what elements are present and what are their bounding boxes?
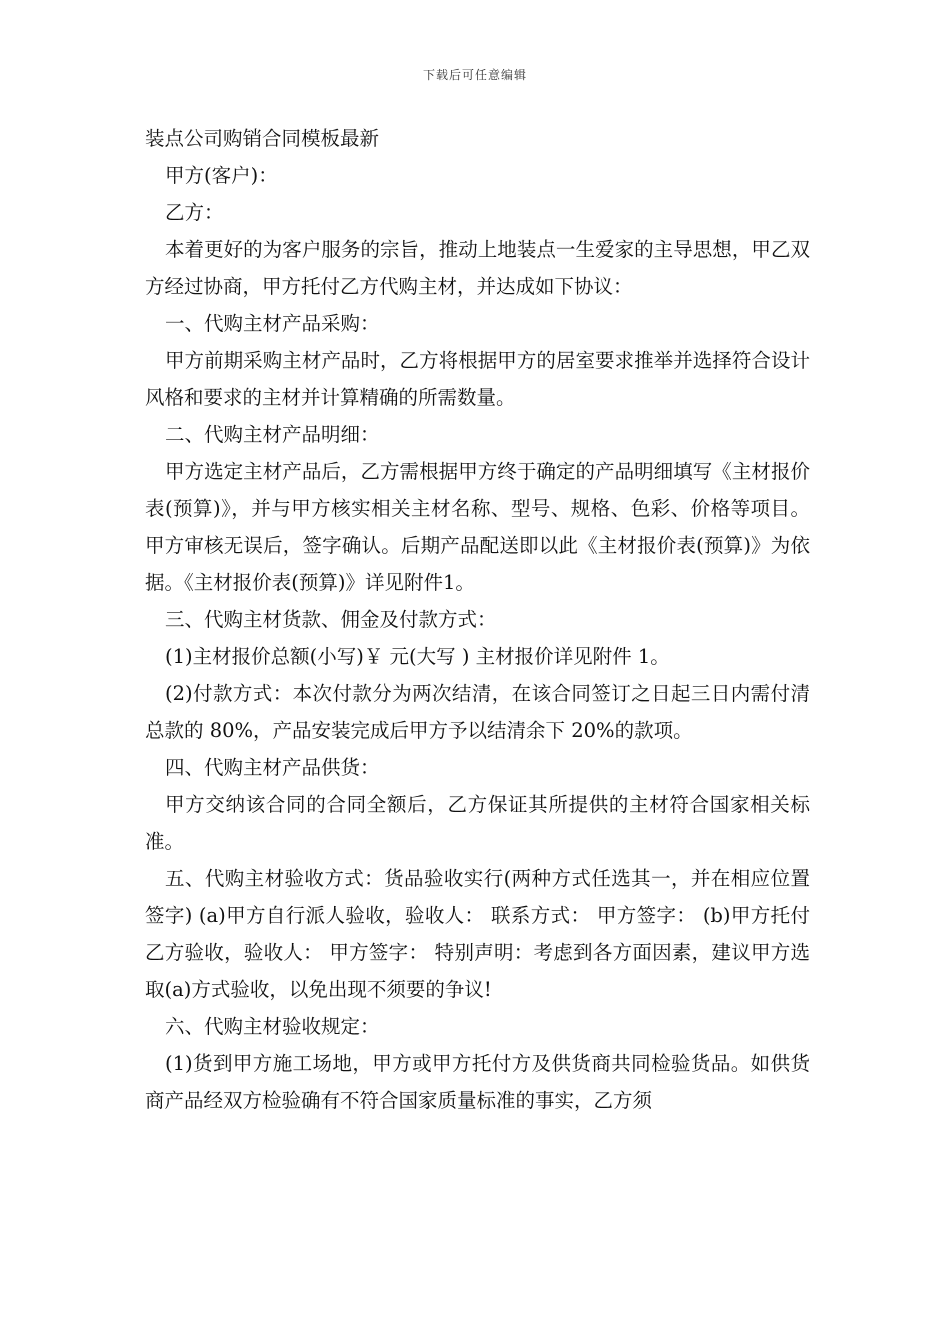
section-2-paragraph: 甲方选定主材产品后，乙方需根据甲方终于确定的产品明细填写《主材报价表(预算)》，并与甲方核实相关主材名称、型号、规格、色彩、价格等项目。甲方审核无误后，签字确认。后期产品配送即以此《主材报价表(预算)》为依据。《主材报价表(预算)》详见附件1。 (145, 460, 810, 594)
page-header-note: 下载后可任意编辑 (422, 68, 527, 82)
intro-paragraph: 本着更好的为客户服务的宗旨，推动上地装点一生爱家的主导思想，甲乙双方经过协商，甲方托付乙方代购主材，并达成如下协议： (145, 238, 810, 298)
document-title: 装点公司购销合同模板最新 (145, 127, 380, 150)
section-heading-6: 六、代购主材验收规定： (165, 1015, 380, 1038)
section-3-item-1: (1)主材报价总额(小写)￥ 元(大写 ) 主材报价详见附件 1。 (165, 645, 670, 668)
section-heading-1: 一、代购主材产品采购： (165, 312, 380, 335)
section-1-paragraph: 甲方前期采购主材产品时，乙方将根据甲方的居室要求推举并选择符合设计风格和要求的主材并计算精确的所需数量。 (145, 349, 810, 409)
section-heading-3: 三、代购主材货款、佣金及付款方式： (165, 608, 497, 631)
section-4-paragraph: 甲方交纳该合同的合同全额后，乙方保证其所提供的主材符合国家相关标准。 (145, 793, 810, 853)
party-b-line: 乙方： (165, 201, 224, 224)
section-6-item-1: (1)货到甲方施工场地，甲方或甲方托付方及供货商共同检验货品。如供货商产品经双方检验确有不符合国家质量标准的事实，乙方须 (145, 1052, 810, 1112)
document-body (145, 120, 810, 1119)
section-5-paragraph: 五、代购主材验收方式：货品验收实行(两种方式任选其一，并在相应位置签字) (a)甲方自行派人验收，验收人： 联系方式： 甲方签字： (b)甲方托付乙方验收，验收人： 甲方签字： 特别声明：考虑到各方面因素，建议甲方选取(a)方式验收，以免出现不须要的争议! (145, 867, 810, 1001)
section-heading-4: 四、代购主材产品供货： (165, 756, 380, 779)
section-heading-2: 二、代购主材产品明细： (165, 423, 380, 446)
section-3-item-2: (2)付款方式：本次付款分为两次结清，在该合同签订之日起三日内需付清总款的 80%，产品安装完成后甲方予以结清余下 20%的款项。 (145, 682, 810, 742)
party-a-line: 甲方(客户)： (165, 164, 278, 187)
